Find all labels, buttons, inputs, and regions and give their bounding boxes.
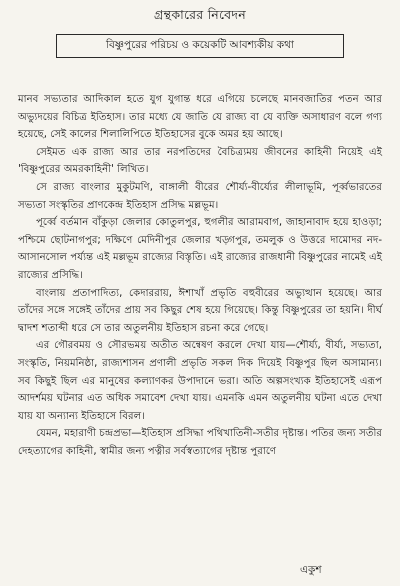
paragraph: সেইমত এক রাজ্য আর তার নরপতিদের বৈচিত্র্যময় জীবনের কাহিনী নিয়েই এই 'বিষ্ণুপুরের অমরকাহিনী' লিখিত। xyxy=(18,146,382,176)
paragraph: সে রাজ্য বাংলার মুকুটমণি, বাঙ্গালী বীরের শৌর্য্য-বীর্য্যের লীলাভূমি, পূর্ব্বভারতের সভ্যতা সংস্কৃতির প্রাণকেন্দ্র ইতিহাস প্রসিদ্ধ মল্লভূম। xyxy=(18,181,382,211)
paragraph: পূর্ব্বে বর্তমান বাঁকুড়া জেলার কোতুলপুর, হুগলীর আরামবাগ, জাহানাবাদ হয়ে হাওড়া; পশ্চিমে ছোটনাগপুর; দক্ষিণে মেদিনীপুর জেলার খড়্গপুর, তমলুক ও উত্তরে দামোদর নদ-আসানসোল পর্য্যন্ত এই মল্লভূম রাজ্যের বিস্তৃতি। এই রাজ্যের রাজধানী বিষ্ণুপুরের নামেই এই রাজ্যের প্রসিদ্ধি। xyxy=(18,217,382,281)
paragraph: এর গৌরবময় ও সৌরভময় অতীত অন্বেষণ করলে দেখা যায়—শৌর্য্য, বীর্য্য, সভ্যতা, সংস্কৃতি, নিয়মনিষ্ঠা, রাজ্যশাসন প্রণালী প্রভৃতি সকল দিক দিয়েই বিষ্ণুপুর ছিল অসামান্য। সব কিছুই ছিল এর মানুষের কল্যাণকর উপাদানে ভরা। অতি অল্পসংখ্যক ইতিহাসেই এরূপ আদর্শময় ঘটনার এত অধিক সমাবেশ দেখা যায়। এমনকি এমন অতুলনীয় ঘটনা এতে দেখা যায় যা অন্যান্য ইতিহাসে বিরল। xyxy=(18,340,382,422)
page-heading: গ্রন্থকারের নিবেদন xyxy=(154,7,246,22)
page-footer-label: একুশ xyxy=(300,564,322,576)
subtitle-box xyxy=(56,34,344,58)
body-text xyxy=(18,91,382,460)
paragraph: মানব সভ্যতার আদিকাল হতে যুগ যুগান্ত ধরে এগিয়ে চলেছে মানবজাতির পতন আর অভ্যুদয়ের বিচিত্র ইতিহাস। তার মধ্যে যে জাতি যে রাজ্য বা যে ব্যক্তি অসাধারণ বলে গণ্য হয়েছে, সেই কালের শিলালিপিতে ইতিহাসের বুকে অমর হয় আছে। xyxy=(18,94,382,141)
subtitle-text: বিষ্ণুপুরের পরিচয় ও কয়েকটি আবশ্যকীয় কথা xyxy=(106,38,294,51)
paragraph: বাংলায় প্রতাপাদিত্য, কেদাররায়, ঈশাখাঁ প্রভৃতি বহুবীরের অভ্যুত্থান হয়েছে। আর তাঁদের সঙ্গে সঙ্গেই তাঁদের প্রায় সব কিছুর শেষ হয়ে গিয়েছে। কিন্তু বিষ্ণুপুরের তা হয়নি। দীর্ঘ দ্বাদশ শতাব্দী ধরে সে তার অতুলনীয় ইতিহাস রচনা করে গেছে। xyxy=(18,287,382,334)
paragraph: যেমন, মহারাণী চন্দ্রপ্রভা—ইতিহাস প্রসিদ্ধা পথিখাতিনী-সতীর দৃষ্টান্ত। পতির জন্য সতীর দেহত্যাগের কাহিনী, স্বামীর জন্য পত্নীর সর্বস্বত্যাগের দৃষ্টান্ত পুরাণে xyxy=(18,428,382,457)
